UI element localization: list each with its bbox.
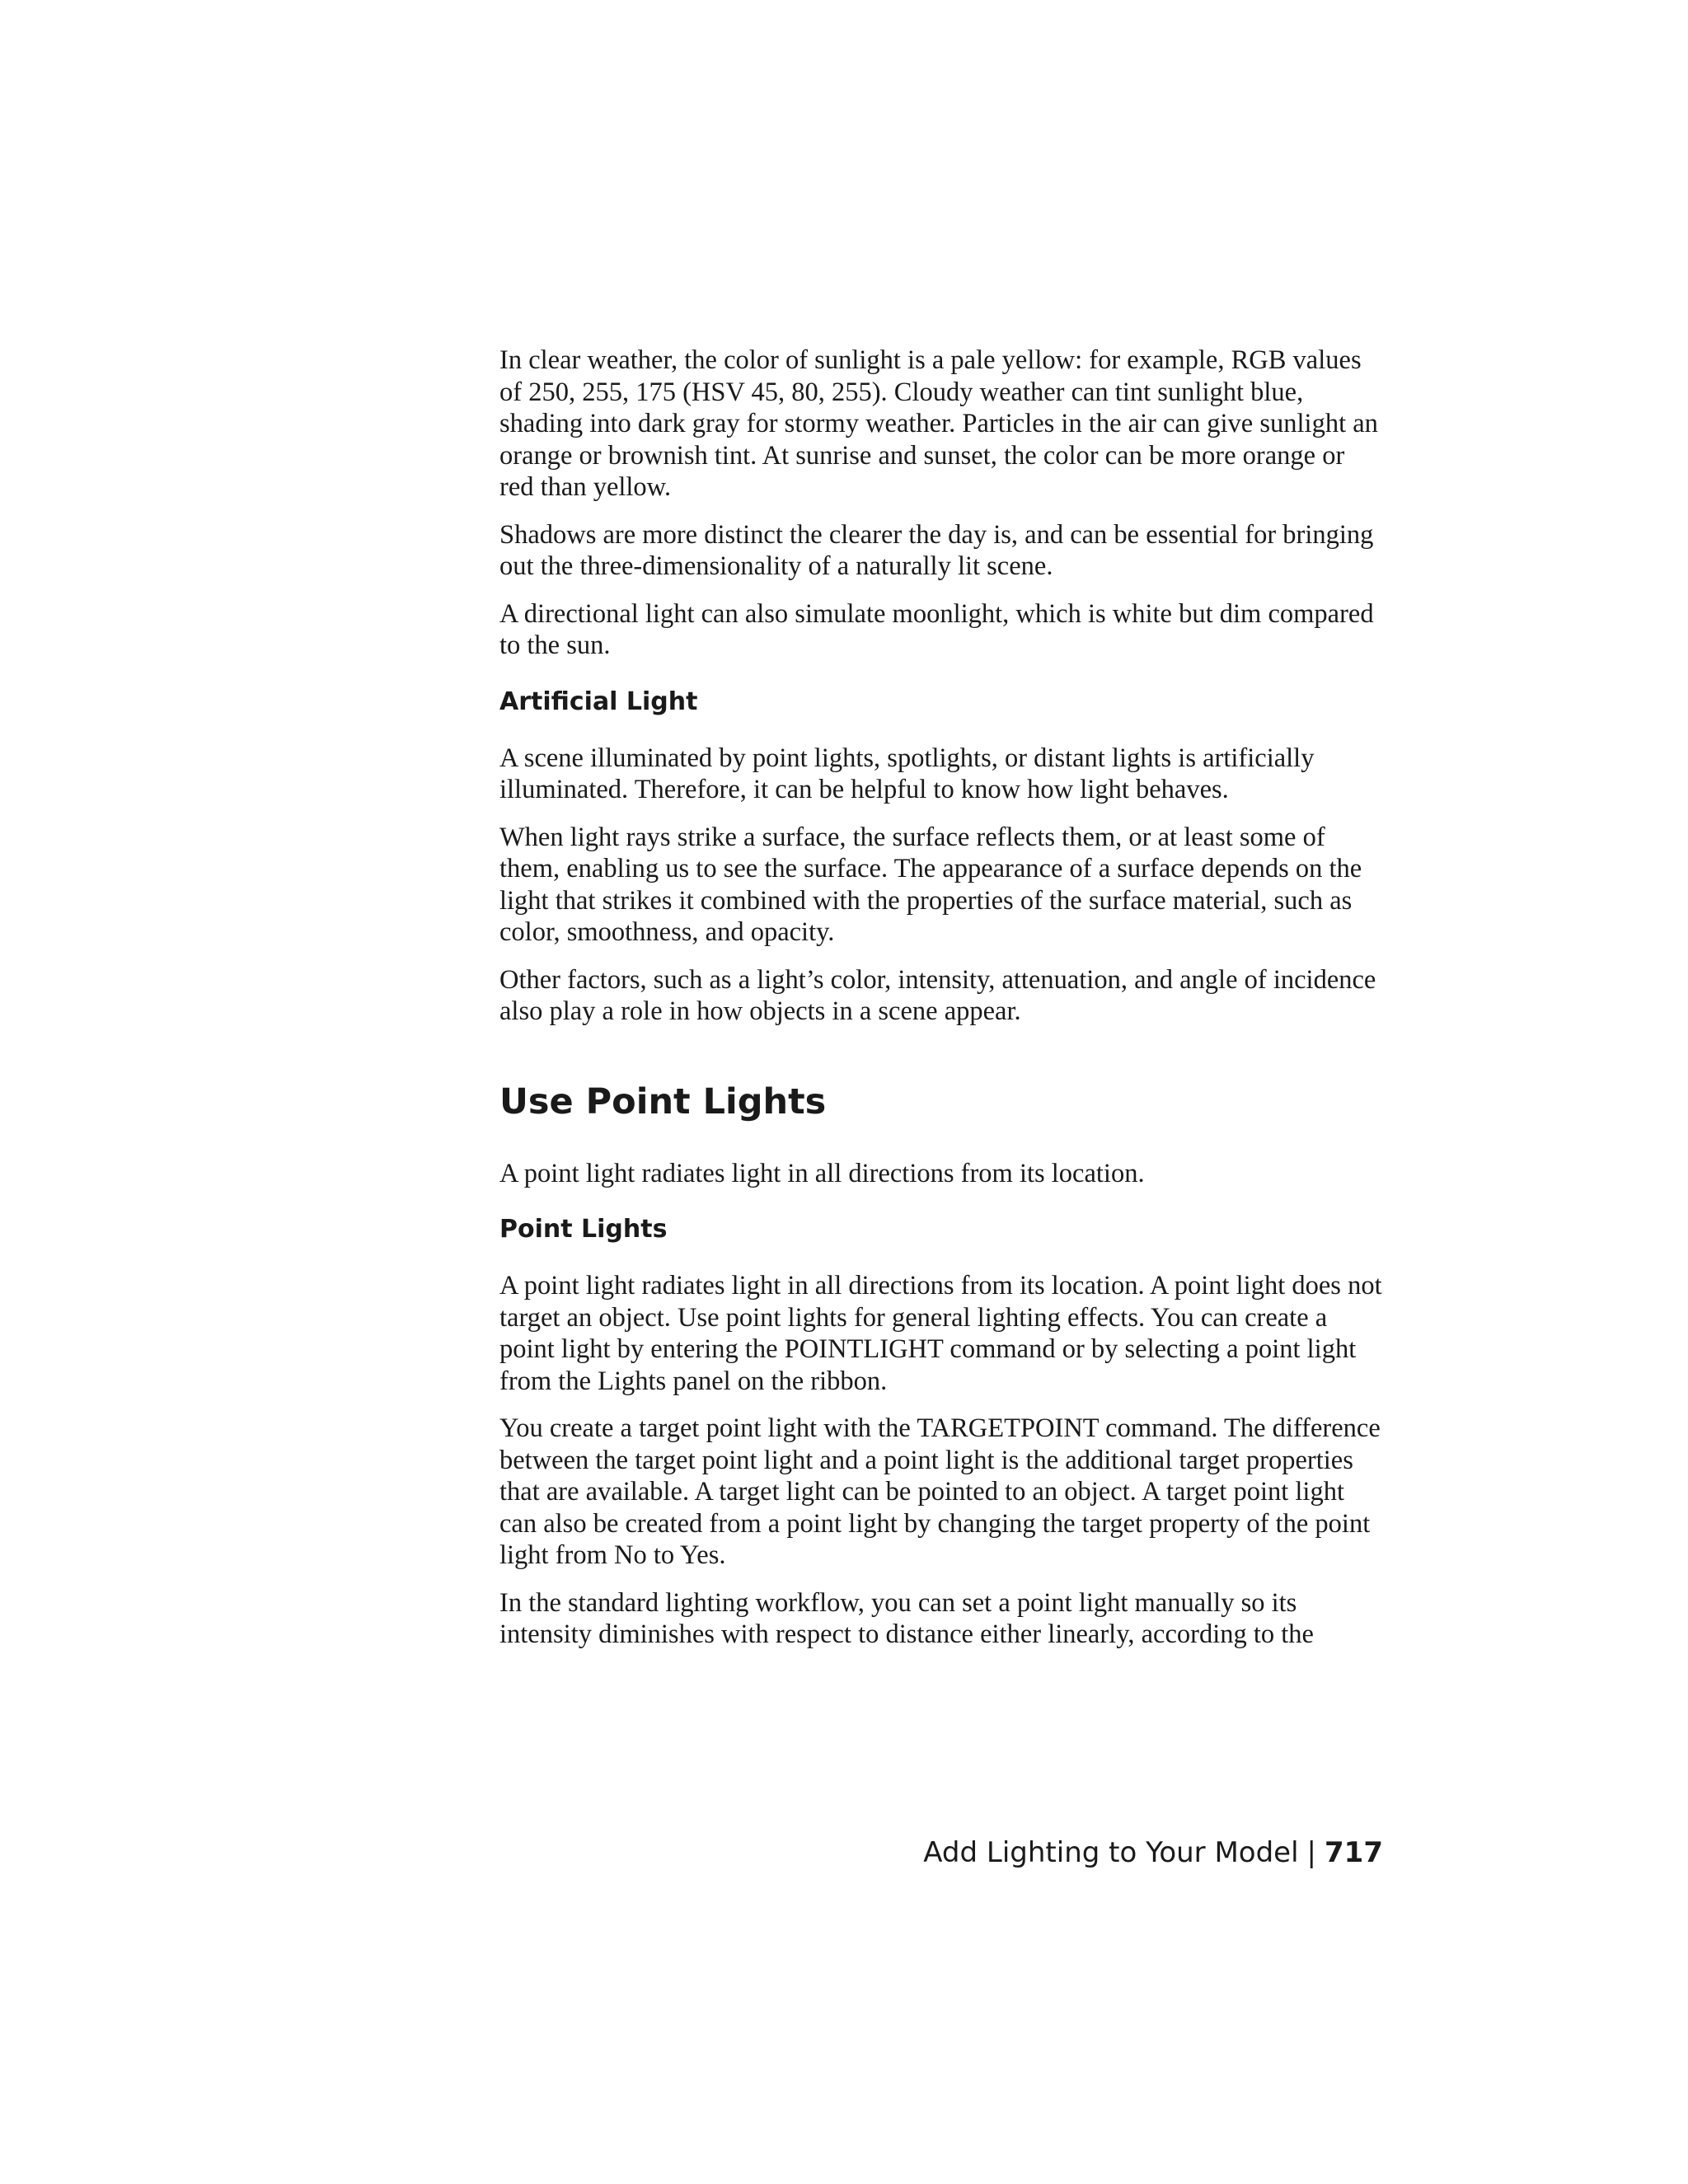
paragraph-standard-workflow: In the standard lighting workflow, you can set a point light manually so its intensity diminishes with respect to distance either linearly, according to the: [499, 1587, 1314, 1649]
paragraph-artificial-illumination: A scene illuminated by point lights, spotlights, or distant lights is artificially illuminated. Therefore, it can be helpful to know how light behaves.: [499, 743, 1315, 804]
paragraph-point-light-intro: A point light radiates light in all directions from its location.: [499, 1158, 1145, 1188]
paragraph-sunlight-color: In clear weather, the color of sunlight is a pale yellow: for example, RGB values of 250, 255, 175 (HSV 45, 80, 255). Cloudy weather can tint sunlight blue, shading into dark gray for stormy weather. Particles in the air can give sunlight an orange or brownish tint. At sunrise and sunset, the color can be more orange or red than yellow.: [499, 345, 1378, 502]
footer-chapter-title: Add Lighting to Your Model: [923, 1836, 1299, 1869]
footer-page-number: 717: [1325, 1836, 1383, 1869]
heading-use-point-lights: Use Point Lights: [499, 1080, 827, 1122]
paragraph-target-point-light: You create a target point light with the TARGETPOINT command. The difference between the target point light and a point light is the additional target properties that are available. A target light can be pointed to an object. A target point light can also be created from a point light by changing the target property of the point light from No to Yes.: [499, 1413, 1381, 1570]
paragraph-point-light-details: A point light radiates light in all directions from its location. A point light does not target an object. Use point lights for general lighting effects. You can create a point light by entering the POINTLIGHT command or by selecting a point light from the Lights panel on the ribbon.: [499, 1271, 1382, 1396]
paragraph-moonlight: A directional light can also simulate moonlight, which is white but dim compared to the sun.: [499, 598, 1374, 660]
paragraph-other-factors: Other factors, such as a light’s color, intensity, attenuation, and angle of incidence also play a role in how objects in a scene appear.: [499, 964, 1376, 1026]
paragraph-shadows: Shadows are more distinct the clearer the day is, and can be essential for bringing out the three-dimensionality of a naturally lit scene.: [499, 519, 1374, 581]
page-footer: [923, 1836, 1383, 1869]
heading-point-lights: Point Lights: [499, 1215, 668, 1244]
paragraph-light-rays: When light rays strike a surface, the surface reflects them, or at least some of them, enabling us to see the surface. The appearance of a surface depends on the light that strikes it combined with the properties of the surface material, such as color, smoothness, and opacity.: [499, 822, 1362, 947]
heading-artificial-light: Artificial Light: [499, 687, 698, 716]
footer-separator: |: [1306, 1836, 1317, 1869]
page-content: [499, 344, 1383, 1666]
